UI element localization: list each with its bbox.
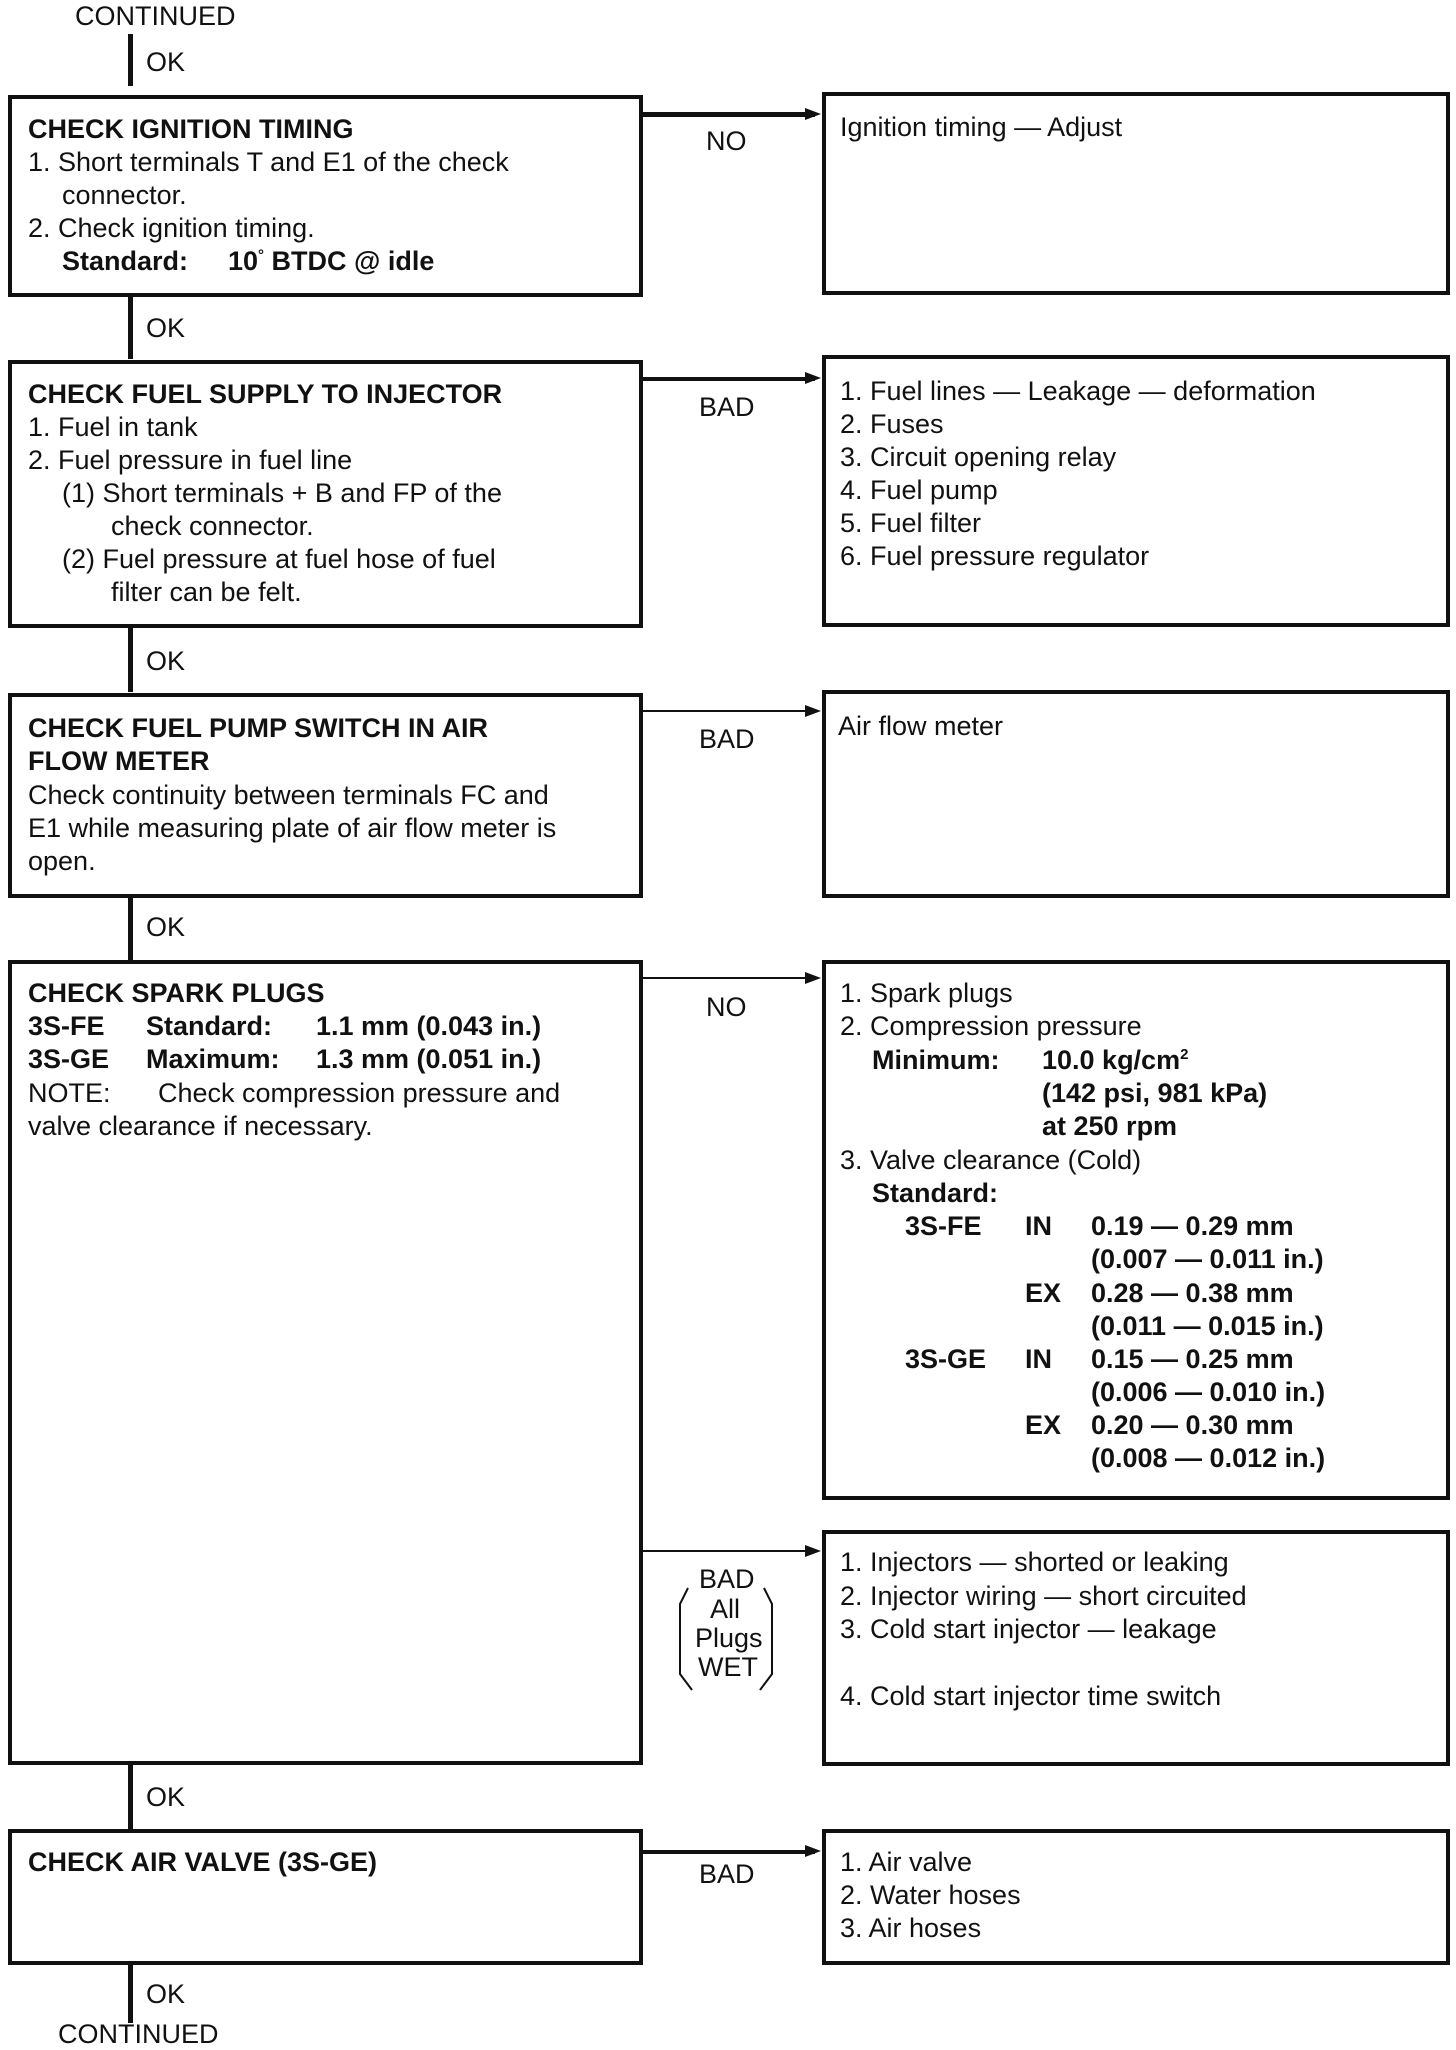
min-value: at 250 rpm xyxy=(1042,1111,1178,1141)
step-pump-switch-line: E1 while measuring plate of air flow meter is xyxy=(28,813,557,843)
step-ignition-title: CHECK IGNITION TIMING xyxy=(28,114,354,144)
valve-value: 0.28 — 0.38 mm xyxy=(1091,1278,1294,1308)
std-label: Standard: xyxy=(872,1178,999,1208)
result-fuel-supply-item: 1. Fuel lines — Leakage — deformation xyxy=(840,376,1316,406)
ok-label: OK xyxy=(146,646,186,676)
bad-label: BAD xyxy=(699,1564,755,1594)
valve-value: (0.011 — 0.015 in.) xyxy=(1091,1311,1324,1341)
step-pump-switch-line: Check continuity between terminals FC and xyxy=(28,780,549,810)
arrow-right-icon xyxy=(805,972,821,984)
step-spark-plugs-title: CHECK SPARK PLUGS xyxy=(28,978,325,1008)
bad-label: BAD xyxy=(699,1859,755,1889)
valve-value: (0.008 — 0.012 in.) xyxy=(1091,1443,1326,1473)
step-fuel-supply-line: 1. Fuel in tank xyxy=(28,412,198,442)
flow-line xyxy=(128,1765,133,1829)
continued-bottom-label: CONTINUED xyxy=(58,2019,219,2049)
branch-line xyxy=(643,977,815,979)
flow-line xyxy=(128,898,133,960)
step-fuel-supply-line: (1) Short terminals + B and FP of the xyxy=(62,478,502,508)
spark-spec-value: 1.1 mm (0.043 in.) xyxy=(316,1011,542,1041)
step-ignition-line: 2. Check ignition timing. xyxy=(28,213,315,243)
spark-spec-value: 1.3 mm (0.051 in.) xyxy=(316,1044,542,1074)
result-fuel-supply-item: 3. Circuit opening relay xyxy=(840,442,1117,472)
arrow-right-icon xyxy=(805,1845,821,1857)
result-fuel-supply-item: 6. Fuel pressure regulator xyxy=(840,541,1150,571)
min-label: Minimum: xyxy=(872,1045,1000,1075)
valve-ex-label: EX xyxy=(1025,1410,1062,1440)
spark-engine-label: 3S-GE xyxy=(28,1044,110,1074)
flow-line xyxy=(128,1965,133,2023)
step-fuel-supply-line: 2. Fuel pressure in fuel line xyxy=(28,445,353,475)
branch-line xyxy=(643,1550,815,1552)
step-fuel-supply-line: (2) Fuel pressure at fuel hose of fuel xyxy=(62,544,496,574)
engine-label: 3S-GE xyxy=(905,1344,987,1374)
step-fuel-supply-line: filter can be felt. xyxy=(111,577,302,607)
valve-ex-label: EX xyxy=(1025,1278,1062,1308)
result-spark-bad-item: 2. Injector wiring — short circuited xyxy=(840,1581,1247,1611)
step-pump-switch-line: open. xyxy=(28,846,96,876)
result-air-valve-item: 2. Water hoses xyxy=(840,1880,1021,1910)
result-spark-bad-item: 1. Injectors — shorted or leaking xyxy=(840,1547,1229,1577)
result-ignition-text: Ignition timing — Adjust xyxy=(840,112,1123,142)
valve-value: (0.007 — 0.011 in.) xyxy=(1091,1244,1324,1274)
ok-label: OK xyxy=(146,47,186,77)
ok-label: OK xyxy=(146,912,186,942)
spark-engine-label: 3S-FE xyxy=(28,1011,105,1041)
spark-note-text: Check compression pressure and xyxy=(158,1078,561,1108)
arrow-right-icon xyxy=(805,1545,821,1557)
result-spark-item: 1. Spark plugs xyxy=(840,978,1013,1008)
ok-label: OK xyxy=(146,313,186,343)
step-ignition-standard-label: Standard: xyxy=(62,246,189,276)
result-spark-item: 3. Valve clearance (Cold) xyxy=(840,1145,1142,1175)
flow-line xyxy=(128,297,133,359)
bad-plugs-label: Plugs xyxy=(695,1623,763,1653)
step-pump-switch-title: CHECK FUEL PUMP SWITCH IN AIR xyxy=(28,713,489,743)
min-value: (142 psi, 981 kPa) xyxy=(1042,1078,1268,1108)
no-label: NO xyxy=(706,992,747,1022)
valve-value: 0.20 — 0.30 mm xyxy=(1091,1410,1294,1440)
branch-line xyxy=(643,377,815,381)
result-air-valve-item: 3. Air hoses xyxy=(840,1913,982,1943)
step-fuel-supply-line: check connector. xyxy=(111,511,314,541)
branch-line xyxy=(643,1850,815,1854)
flow-line xyxy=(128,34,133,86)
result-fuel-supply-item: 5. Fuel filter xyxy=(840,508,982,538)
result-fuel-supply-item: 2. Fuses xyxy=(840,409,944,439)
valve-value: 0.15 — 0.25 mm xyxy=(1091,1344,1294,1374)
engine-label: 3S-FE xyxy=(905,1211,982,1241)
flow-line xyxy=(128,628,133,692)
bad-label: BAD xyxy=(699,724,755,754)
result-fuel-supply-item: 4. Fuel pump xyxy=(840,475,998,505)
result-spark-item: 2. Compression pressure xyxy=(840,1011,1142,1041)
spark-spec-label: Standard: xyxy=(146,1011,273,1041)
valve-in-label: IN xyxy=(1025,1211,1052,1241)
spark-spec-label: Maximum: xyxy=(146,1044,280,1074)
result-air-valve-item: 1. Air valve xyxy=(840,1847,973,1877)
result-pump-switch-text: Air flow meter xyxy=(838,711,1004,741)
step-ignition-line: connector. xyxy=(62,180,187,210)
arrow-right-icon xyxy=(805,705,821,717)
branch-line xyxy=(643,112,815,114)
bad-label: BAD xyxy=(699,392,755,422)
step-ignition-standard-value: 10° BTDC @ idle xyxy=(228,246,435,276)
branch-line xyxy=(643,710,815,712)
valve-value: 0.19 — 0.29 mm xyxy=(1091,1211,1294,1241)
min-value: 10.0 $kg/cm^2$ xyxy=(1042,1045,1189,1075)
result-spark-bad-item: 3. Cold start injector — leakage xyxy=(840,1614,1217,1644)
result-spark-bad-item: 4. Cold start injector time switch xyxy=(840,1681,1222,1711)
ok-label: OK xyxy=(146,1979,186,2009)
arrow-right-icon xyxy=(805,372,821,384)
valve-in-label: IN xyxy=(1025,1344,1052,1374)
bad-plugs-label: All xyxy=(710,1594,741,1624)
step-air-valve-title: CHECK AIR VALVE (3S-GE) xyxy=(28,1847,378,1877)
bad-plugs-label: WET xyxy=(698,1652,758,1682)
step-fuel-supply-title: CHECK FUEL SUPPLY TO INJECTOR xyxy=(28,379,503,409)
continued-top-label: CONTINUED xyxy=(75,1,236,31)
arrow-right-icon xyxy=(805,108,821,120)
spark-note-text: valve clearance if necessary. xyxy=(28,1111,373,1141)
step-pump-switch-title: FLOW METER xyxy=(28,746,210,776)
valve-value: (0.006 — 0.010 in.) xyxy=(1091,1377,1326,1407)
step-ignition-line: 1. Short terminals T and E1 of the check xyxy=(28,147,509,177)
ok-label: OK xyxy=(146,1782,186,1812)
spark-note-label: NOTE: xyxy=(28,1078,111,1108)
no-label: NO xyxy=(706,126,747,156)
